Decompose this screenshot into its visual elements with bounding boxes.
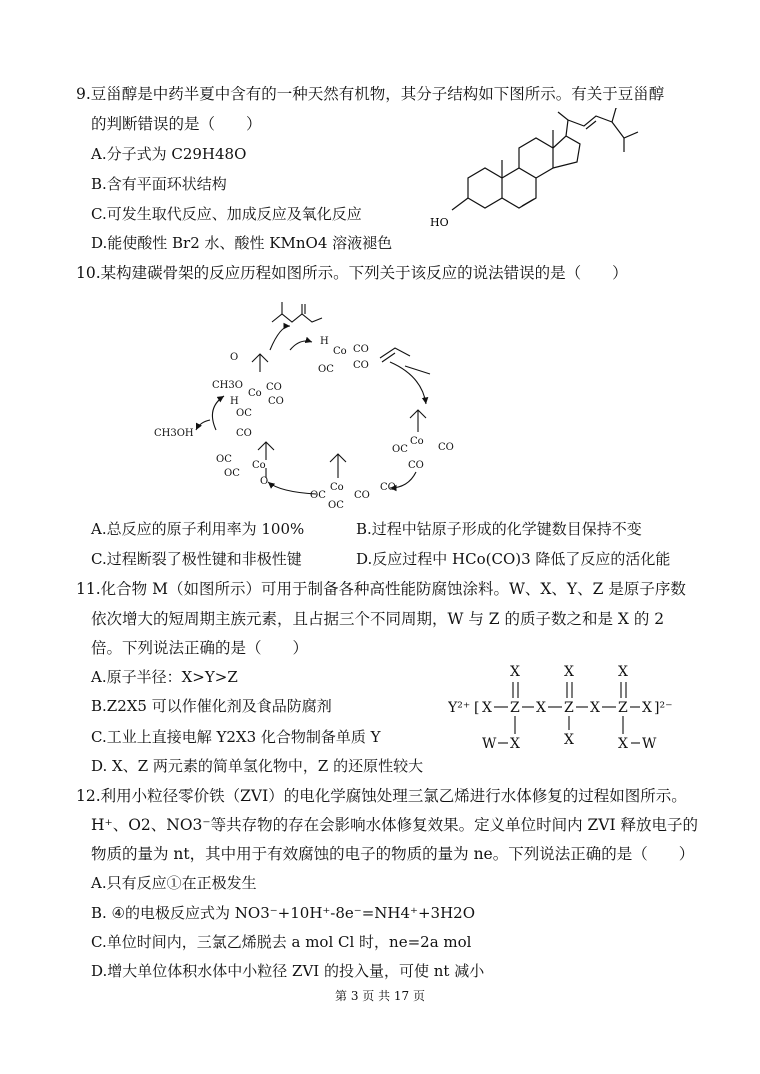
q10-option-b: B.过程中钴原子形成的化学键数目保持不变 [356, 520, 642, 538]
q12-option-c: C.单位时间内，三氯乙烯脱去 a mol Cl 时，ne=2a mol [91, 933, 472, 951]
formula-bracket-close: ]²⁻ [654, 700, 673, 716]
methoxy-label: CH3O [212, 380, 243, 391]
formula-x7: X [618, 736, 628, 752]
formula-x-top1: X [510, 664, 520, 680]
formula-x-top3: X [618, 664, 628, 680]
acyl-oxygen: O [260, 476, 269, 487]
co-ligand-4a: CO [236, 428, 252, 439]
q12-stem-line1: 12.利用小粒径零价铁（ZVI）的电化学腐蚀处理三氯乙烯进行水体修复的过程如图所示。 [76, 787, 687, 805]
adduct-oxygen: O [230, 352, 239, 363]
co-ligand-4c: OC [224, 468, 240, 479]
co-ligand-3d: OC [328, 500, 344, 510]
co-ligand-2b: CO [438, 442, 454, 453]
q9-option-b: B.含有平面环状结构 [91, 175, 227, 193]
co-ligand-4b: OC [216, 454, 232, 465]
q10-option-a: A.总反应的原子利用率为 100% [91, 520, 305, 538]
q12-option-b: B. ④的电极反应式为 NO3⁻+10H⁺-8e⁻=NH4⁺+3H2O [91, 904, 475, 922]
formula-y-cation: Y²⁺ [448, 700, 471, 716]
stigmasterol-structure [428, 108, 658, 238]
co-center-4: Co [252, 460, 266, 471]
q12-option-a: A.只有反应①在正极发生 [91, 874, 257, 892]
q9-stem-line1: 9.豆甾醇是中药半夏中含有的一种天然有机物，其分子结构如下图所示。有关于豆甾醇 [76, 85, 665, 103]
co-ligand-2a: OC [392, 444, 408, 455]
formula-z3: Z [618, 700, 628, 716]
catalytic-cycle-diagram [140, 292, 480, 510]
co-ligand-1c: OC [318, 364, 334, 375]
q11-stem-line2: 依次增大的短周期主族元素，且占据三个不同周期，W 与 Z 的质子数之和是 X 的 2 [91, 610, 665, 628]
formula-x1: X [482, 700, 492, 716]
q11-option-b: B.Z2X5 可以作催化剂及食品防腐剂 [91, 697, 332, 715]
co-center-5: Co [248, 388, 262, 399]
q10-option-c: C.过程断裂了极性键和非极性键 [91, 550, 302, 568]
formula-z2: Z [564, 700, 574, 716]
q12-stem-line3: 物质的量为 nt，其中用于有效腐蚀的电子的物质的量为 ne。下列说法正确的是（ ） [91, 845, 695, 863]
formula-x4: X [642, 700, 652, 716]
co-center-2: Co [410, 436, 424, 447]
q10-stem: 10.某构建碳骨架的反应历程如图所示。下列关于该反应的说法错误的是（ ） [76, 264, 628, 282]
q11-option-a: A.原子半径：X>Y>Z [91, 668, 238, 686]
co-center-3: Co [330, 482, 344, 493]
q11-stem-line3: 倍。下列说法正确的是（ ） [91, 639, 309, 657]
q11-option-c: C.工业上直接电解 Y2X3 化合物制备单质 Y [91, 728, 381, 746]
co-ligand-3a: OC [310, 490, 326, 501]
co-ligand-3c: CO [380, 482, 396, 493]
hydroxyl-label: HO [430, 216, 449, 229]
q9-option-d: D.能使酸性 Br2 水、酸性 KMnO4 溶液褪色 [91, 234, 393, 252]
formula-z1: Z [510, 700, 520, 716]
q10-option-d: D.反应过程中 HCo(CO)3 降低了反应的活化能 [356, 550, 671, 568]
co-ligand-2c: CO [408, 460, 424, 471]
co-ligand-5a: CO [266, 382, 282, 393]
formula-w1: W [482, 736, 497, 752]
formula-x2: X [536, 700, 546, 716]
formula-x5: X [510, 736, 520, 752]
formula-bracket-open: [ [474, 700, 480, 716]
methanol-label: CH3OH [154, 428, 194, 439]
adduct-h: H [230, 396, 239, 407]
co-center-1: Co [333, 346, 347, 357]
q12-stem-line2: H⁺、O2、NO3⁻等共存物的存在会影响水体修复效果。定义单位时间内 ZVI 释放电子的 [91, 816, 699, 834]
q11-option-d: D. X、Z 两元素的简单氢化物中，Z 的还原性较大 [91, 757, 424, 775]
q9-option-a: A.分子式为 C29H48O [91, 145, 247, 163]
hydride-h: H [320, 336, 329, 347]
formula-x6: X [564, 732, 574, 748]
formula-x3: X [590, 700, 600, 716]
q9-stem-line2: 的判断错误的是（ ） [91, 115, 262, 133]
compound-m-formula [448, 660, 688, 760]
formula-w2: W [642, 736, 657, 752]
q9-option-c: C.可发生取代反应、加成反应及氧化反应 [91, 205, 362, 223]
co-ligand-3b: CO [354, 490, 370, 501]
co-ligand-1a: CO [353, 344, 369, 355]
q12-option-d: D.增大单位体积水体中小粒径 ZVI 的投入量，可使 nt 减小 [91, 962, 485, 980]
page-footer: 第 3 页 共 17 页 [335, 989, 425, 1003]
q11-stem-line1: 11.化合物 M（如图所示）可用于制备各种高性能防腐蚀涂料。W、X、Y、Z 是原子序数 [76, 580, 686, 598]
co-ligand-1b: CO [353, 360, 369, 371]
co-ligand-5c: OC [236, 408, 252, 419]
co-ligand-5b: CO [268, 396, 284, 407]
formula-x-top2: X [564, 664, 574, 680]
